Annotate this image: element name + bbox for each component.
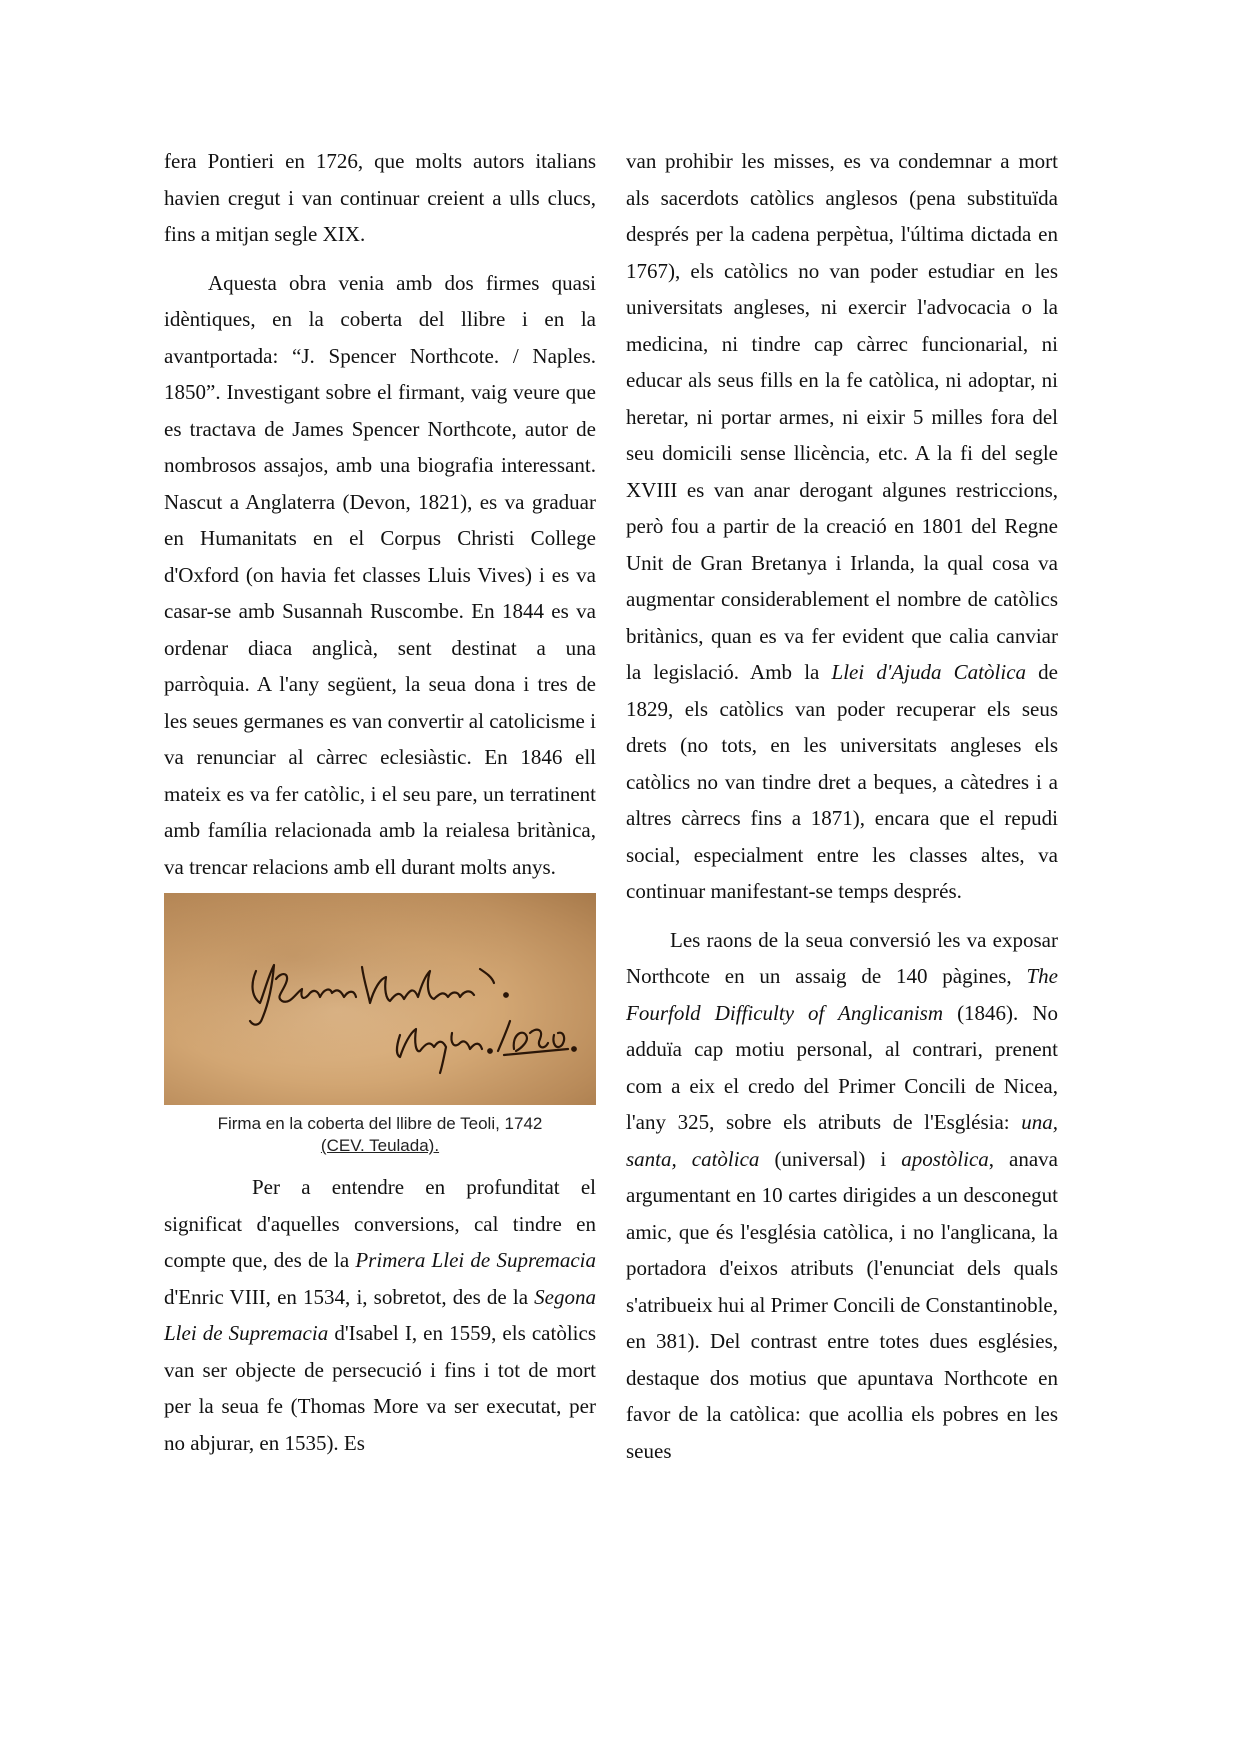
italic-title: Primera Llei de Supremacia	[355, 1248, 596, 1272]
handwritten-signature	[164, 893, 596, 1105]
text-run: Per a entendre en profunditat el significat d'aquelles conversions, cal tindre en compte que, des de la	[164, 1175, 596, 1272]
paragraph	[626, 143, 1058, 910]
text-run: , anava argumentant en 10 cartes dirigides a un desconegut amic, que és l'església catòlica, i no l'anglicana, la portadora d'eixos atributs (l'enunciat dels quals s'atribueix hui al Primer Concili de Constantinoble, en 381). Del contrast entre totes dues esglésies, destaque dos motius que apuntava Northcote en favor de la catòlica: que acollia els pobres en les seues	[626, 1146, 1058, 1463]
italic-title: Segona Llei de Supremacia	[164, 1284, 596, 1345]
text-run: (1846). No adduïa cap motiu personal, al contrari, prenent com a eix el credo del Primer Concili de Nicea, l'any 325, sobre els atributs de l'Església:	[626, 1000, 1058, 1134]
signature-figure	[164, 893, 596, 1157]
caption-line: Firma en la coberta del llibre de Teoli, 1742	[217, 1114, 543, 1133]
left-column	[164, 143, 596, 1461]
italic-term: una, santa, catòlica	[626, 1110, 1058, 1171]
text-run: d'Enric VIII, en 1534, i, sobretot, des de la	[164, 1284, 535, 1309]
text-run: d'Isabel I, en 1559, els catòlics van ser objecte de persecució i fins i tot de mort per la seua fe (Thomas More va ser executat, per no abjurar, en 1535). Es	[164, 1321, 596, 1455]
signature-photo	[164, 893, 596, 1105]
italic-term: apostòlica	[901, 1146, 989, 1171]
text-run: de 1829, els catòlics van poder recuperar els seus drets (no tots, en les universitats angleses els catòlics no van tindre dret a beques, a càtedres i a altres càrrecs fins a 1871), encara que el repudi social, especialment entre les classes altes, va continuar manifestant-se temps després.	[626, 660, 1058, 903]
right-column	[626, 143, 1058, 1469]
text-run: van prohibir les misses, es va condemnar a mort als sacerdots catòlics anglesos (pena substituïda després per la cadena perpètua, l'última dictada en 1767), els catòlics no van poder estudiar en les universitats angleses, ni exercir l'advocacia o la medicina, ni tindre cap càrrec funcionarial, ni educar als seus fills en la fe catòlica, ni adoptar, ni heretar, ni portar armes, ni eixir 5 milles fora del seu domicili sense llicència, etc. A la fi del segle XVIII es van anar derogant algunes restriccions, però fou a partir de la creació en 1801 del Regne Unit de Gran Bretanya i Irlanda, la qual cosa va augmentar considerablement el nombre de catòlics britànics, quan es va fer evident que calia canviar la legislació. Amb la	[626, 149, 1058, 684]
figure-caption	[164, 1113, 596, 1157]
paragraph: Aquesta obra venia amb dos firmes quasi idèntiques, en la coberta del llibre i en la avantportada: “J. Spencer Northcote. / Naples. 1850”. Investigant sobre el firmant, vaig veure que es tractava de James Spencer Northcote, autor de nombrosos assajos, amb una biografia interessant. Nascut a Anglaterra (Devon, 1821), es va graduar en Humanitats en el Corpus Christi College d'Oxford (on havia fet classes Lluis Vives) i es va casar-se amb Susannah Ruscombe. En 1844 es va ordenar diaca anglicà, sent destinat a una parròquia. A l'any següent, la seua dona i tres de les seues germanes es van convertir al catolicisme i va renunciar al càrrec eclesiàstic. En 1846 ell mateix es va fer catòlic, i el seu pare, un terratinent amb família relacionada amb la reialesa britànica, va trencar relacions amb ell durant molts anys.	[164, 270, 596, 879]
italic-title: The Fourfold Difficulty of Anglicanism	[626, 964, 1058, 1025]
text-run: Les raons de la seua conversió les va exposar Northcote en un assaig de 140 pàgines,	[626, 927, 1058, 988]
paragraph	[164, 1169, 596, 1461]
caption-source: (CEV. Teulada).	[320, 1136, 440, 1155]
paragraph	[626, 922, 1058, 1470]
italic-title: Llei d'Ajuda Catòlica	[831, 660, 1027, 684]
text-run: (universal) i	[759, 1146, 902, 1171]
paragraph: fera Pontieri en 1726, que molts autors italians havien cregut i van continuar creient a ulls clucs, fins a mitjan segle XIX.	[164, 149, 596, 246]
